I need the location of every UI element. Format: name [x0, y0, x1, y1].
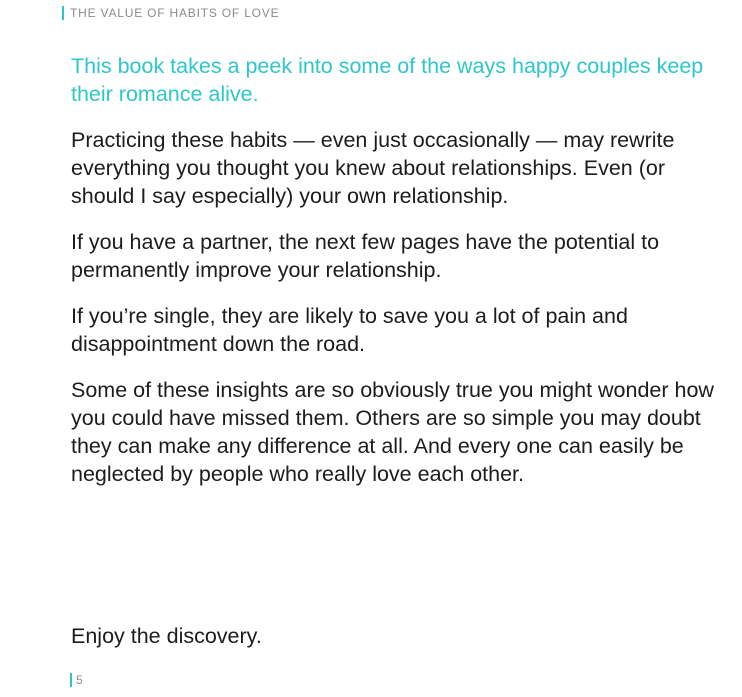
running-header	[62, 6, 279, 20]
running-title: THE VALUE OF HABITS OF LOVE	[70, 6, 280, 20]
body-paragraph: Some of these insights are so obviously true you might wonder how you could have missed them. Others are so simple you may doubt they can make any difference at all. And every one can easily be neglected by people who really love each other.	[71, 378, 714, 486]
header-accent-bar	[62, 6, 64, 20]
intro-paragraph: This book takes a peek into some of the ways happy couples keep their romance alive.	[71, 54, 704, 106]
body-paragraph: If you’re single, they are likely to save you a lot of pain and disappointment down the road.	[71, 304, 628, 356]
page-content	[71, 52, 721, 506]
page-number-text: 5	[76, 673, 83, 687]
page-number	[70, 673, 83, 687]
page-number-accent-bar	[70, 673, 72, 687]
closing-line: Enjoy the discovery.	[71, 624, 262, 648]
body-paragraph: If you have a partner, the next few pages have the potential to permanently improve your relationship.	[71, 230, 660, 282]
body-paragraph: Practicing these habits — even just occasionally — may rewrite everything you thought you knew about relationships. Even (or should I say especially) your own relationship.	[71, 128, 675, 208]
